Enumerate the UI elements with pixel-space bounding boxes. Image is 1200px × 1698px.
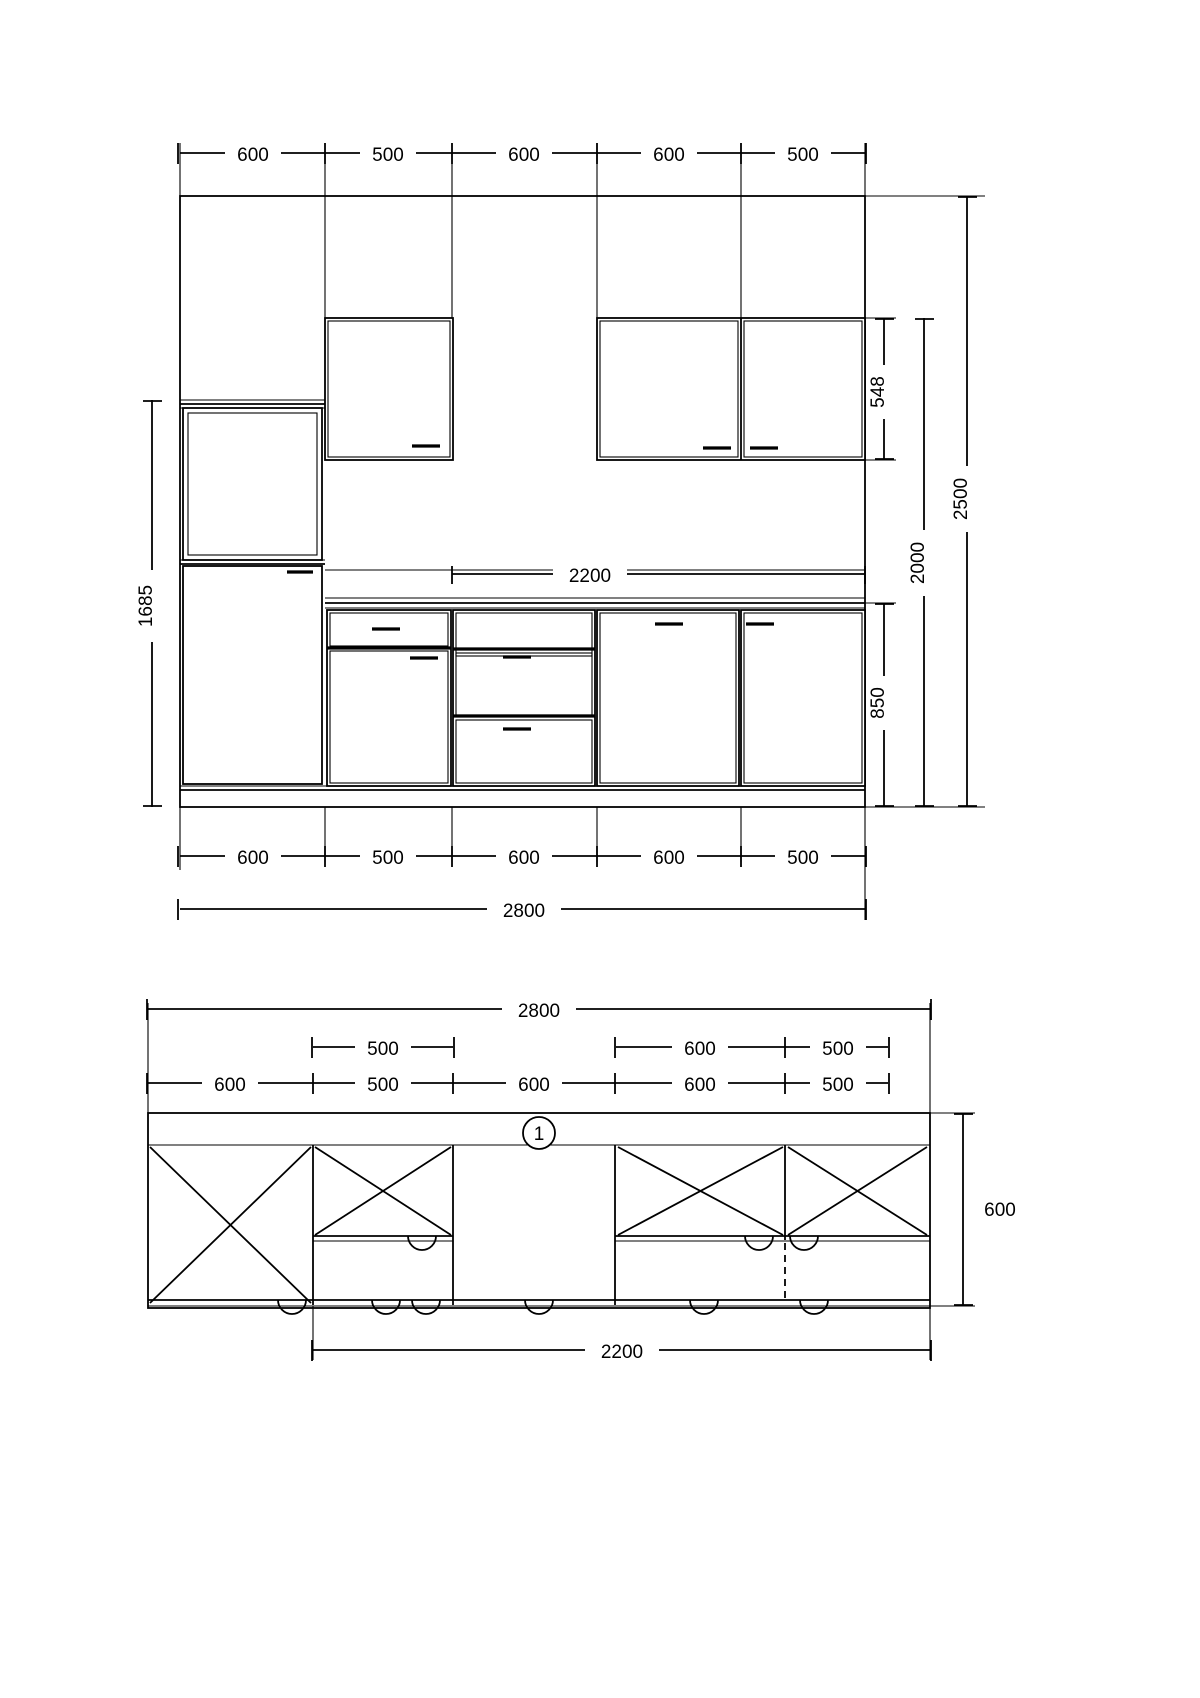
dim-bottom-2: 500: [372, 848, 404, 869]
dim-plan-overall-width: 2800: [517, 1001, 561, 1022]
dim-wall-unit-height: 548: [868, 376, 889, 408]
dim-left-height: 1685: [136, 584, 157, 628]
dim-plan-lower-3: 600: [518, 1075, 550, 1096]
dim-plan-lower-5: 500: [822, 1075, 854, 1096]
dim-top-5: 500: [787, 145, 819, 166]
dim-plan-lower-1: 600: [214, 1075, 246, 1096]
dim-plan-inner-width: 2200: [600, 1342, 644, 1363]
dim-plan-depth: 600: [984, 1200, 1016, 1221]
dim-top-3: 600: [508, 145, 540, 166]
dim-top-1: 600: [237, 145, 269, 166]
plan-depth-extensions: [930, 1113, 975, 1306]
wall-unit-double: [597, 318, 865, 460]
dim-bottom-5: 500: [787, 848, 819, 869]
dim-plan-upper-3: 500: [822, 1039, 854, 1060]
dim-worktop-height: 850: [868, 687, 889, 719]
plan-depth-line: [954, 1113, 973, 1306]
base-unit-600-door: [597, 610, 739, 786]
wall-unit-single: [325, 318, 453, 460]
dim-overall-height: 2500: [951, 477, 972, 521]
dim-elevation-overall-width: 2800: [502, 901, 546, 922]
elevation-top-dim-extensions: [180, 143, 865, 320]
dim-plan-lower-4: 600: [684, 1075, 716, 1096]
dim-top-2: 500: [372, 145, 404, 166]
dim-worktop-run: 2200: [568, 566, 612, 587]
base-unit-500-right: [741, 610, 865, 786]
base-unit-600-drawers: [453, 610, 595, 786]
balloon-label: 1: [533, 1124, 545, 1145]
dim-bottom-3: 600: [508, 848, 540, 869]
dim-plan-lower-2: 500: [367, 1075, 399, 1096]
dim-top-4: 600: [653, 145, 685, 166]
balloon-1: [523, 1117, 555, 1149]
base-unit-500-left: [327, 610, 451, 786]
dim-plan-upper-1: 500: [367, 1039, 399, 1060]
dim-wall-unit-top: 2000: [908, 541, 929, 585]
dim-2200-elevation-line: [452, 566, 865, 584]
dim-plan-upper-2: 600: [684, 1039, 716, 1060]
dim-bottom-1: 600: [237, 848, 269, 869]
dim-bottom-4: 600: [653, 848, 685, 869]
